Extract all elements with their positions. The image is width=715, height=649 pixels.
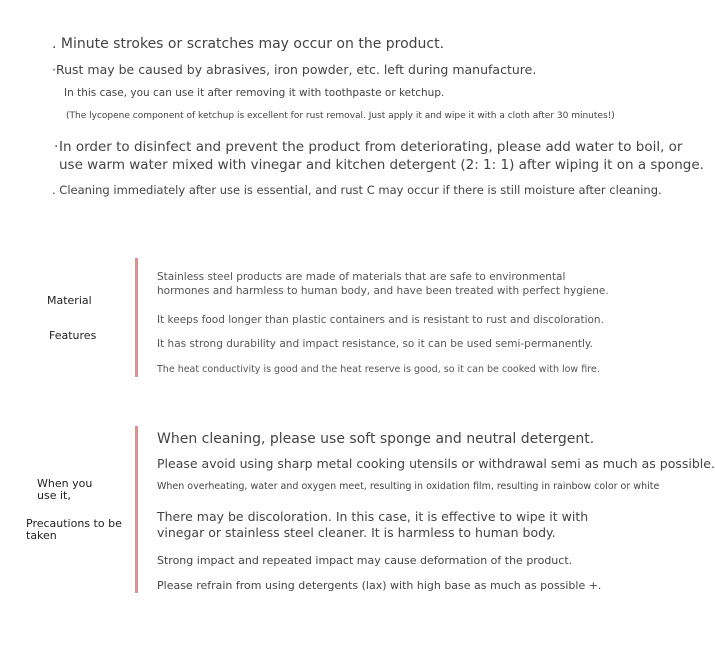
material-item-2: It keeps food longer than plastic containers and is resistant to rust and discoloration. [157, 314, 604, 326]
use-label: use it, [37, 489, 71, 502]
note-clean-after-use: . Cleaning immediately after use is essential, and rust C may occur if there is still moisture after cleaning. [52, 183, 662, 197]
precaution-item-2: Please avoid using sharp metal cooking utensils or withdrawal semi as much as possible. [157, 456, 715, 471]
when-label: When you [37, 477, 93, 490]
material-accent-bar [135, 258, 138, 377]
note-disinfect-line2: use warm water mixed with vinegar and kitchen detergent (2: 1: 1) after wiping it on a sponge. [59, 157, 704, 173]
material-item-4: The heat conductivity is good and the heat reserve is good, so it can be cooked with low fire. [157, 364, 600, 375]
note-disinfect-bullet: · [54, 139, 59, 155]
taken-label: taken [26, 529, 57, 542]
precaution-item-4b: vinegar or stainless steel cleaner. It is harmless to human body. [157, 525, 556, 540]
note-rust-removal: In this case, you can use it after removing it with toothpaste or ketchup. [64, 87, 445, 99]
note-scratches: . Minute strokes or scratches may occur on the product. [52, 36, 445, 52]
material-item-1b: hormones and harmless to human body, and have been treated with perfect hygiene. [157, 285, 609, 297]
precaution-item-1: When cleaning, please use soft sponge and neutral detergent. [157, 431, 595, 447]
precautions-accent-bar [135, 426, 138, 593]
material-label: Material [47, 294, 92, 307]
material-item-1a: Stainless steel products are made of materials that are safe to environmental [157, 271, 566, 283]
features-label: Features [49, 329, 97, 342]
precautions-label: Precautions to be [26, 517, 122, 530]
note-rust-cause: ·Rust may be caused by abrasives, iron powder, etc. left during manufacture. [52, 62, 537, 77]
note-lycopene: (The lycopene component of ketchup is excellent for rust removal. Just apply it and wipe it with a cloth after 30 minutes!) [66, 111, 615, 121]
precaution-item-6: Please refrain from using detergents (lax) with high base as much as possible +. [157, 579, 602, 592]
precaution-item-5: Strong impact and repeated impact may cause deformation of the product. [157, 554, 573, 567]
material-item-3: It has strong durability and impact resistance, so it can be used semi-permanently. [157, 338, 593, 350]
precaution-item-3: When overheating, water and oxygen meet, resulting in oxidation film, resulting in rainbow color or white [157, 481, 660, 492]
precaution-item-4a: There may be discoloration. In this case, it is effective to wipe it with [157, 509, 589, 524]
note-disinfect-line1: In order to disinfect and prevent the product from deteriorating, please add water to boil, or [59, 139, 683, 155]
